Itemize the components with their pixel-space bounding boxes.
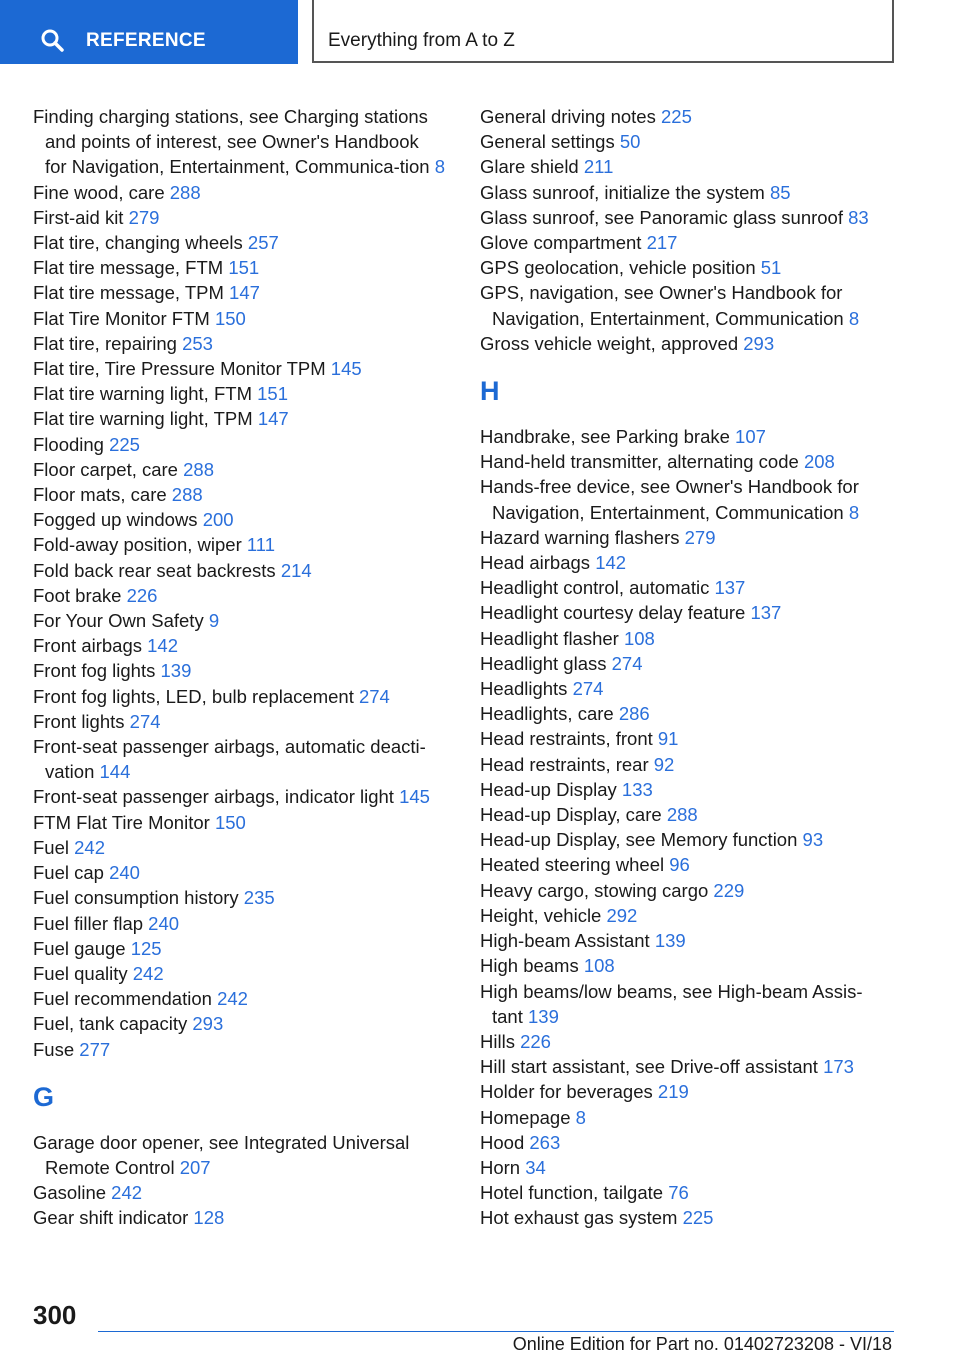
index-entry-text: Headlight glass: [480, 652, 607, 674]
index-entry: [480, 1155, 890, 1180]
index-entry: [480, 1205, 890, 1230]
index-entry: [33, 658, 445, 683]
index-entry-text: High beams/low beams, see High-beam Assis‐tant: [480, 980, 863, 1027]
page-link[interactable]: 83: [848, 206, 869, 228]
page-link[interactable]: 274: [572, 678, 604, 700]
index-entry: [480, 575, 890, 600]
page-link[interactable]: 240: [109, 862, 140, 884]
index-entry: [33, 356, 445, 381]
reference-tab[interactable]: [0, 0, 298, 64]
index-entry: [480, 230, 890, 255]
page-link[interactable]: 288: [183, 458, 214, 480]
index-entry-text: Gasoline: [33, 1182, 107, 1204]
index-entry-text: Flat tire, repairing: [33, 332, 177, 354]
index-entry: [33, 1037, 445, 1062]
page-link[interactable]: 96: [669, 854, 690, 876]
index-entry: [33, 180, 445, 205]
index-entry: [480, 129, 890, 154]
index-entry: [33, 558, 445, 583]
page-link[interactable]: 293: [743, 332, 775, 354]
index-column-left: [33, 104, 445, 1231]
index-entry-text: Glass sunroof, see Panoramic glass sunroof: [480, 206, 843, 228]
page-link[interactable]: 150: [214, 811, 246, 833]
index-entry: [33, 936, 445, 961]
page-link[interactable]: 93: [802, 829, 824, 851]
index-entry: [33, 583, 445, 608]
index-entry-text: Garage door opener, see Integrated Universal Remote Control: [33, 1131, 410, 1178]
index-entry: [480, 180, 890, 205]
index-entry-text: Headlights, care: [480, 703, 614, 725]
index-entry-text: Fuel cap: [33, 862, 104, 884]
index-entry: [480, 777, 890, 802]
index-entry: [480, 1079, 890, 1104]
page-link[interactable]: 139: [160, 660, 192, 682]
index-entry: [480, 1029, 890, 1054]
page-link[interactable]: 242: [111, 1182, 143, 1204]
index-entry: [480, 424, 890, 449]
index-entry-text: Headlight courtesy delay feature: [480, 602, 746, 624]
index-entry-text: Fuel: [33, 836, 69, 858]
page-link[interactable]: 279: [684, 526, 716, 548]
index-entry-text: Fuel quality: [33, 962, 128, 984]
page-link[interactable]: 108: [623, 627, 655, 649]
index-entry-text: Height, vehicle: [480, 904, 602, 926]
page-link[interactable]: 51: [760, 257, 782, 279]
index-entry-text: Fold back rear seat backrests: [33, 559, 276, 581]
index-entry: [33, 406, 445, 431]
page-link[interactable]: 145: [399, 786, 430, 808]
index-entry-text: Headlight flasher: [480, 627, 619, 649]
page-link[interactable]: 151: [228, 257, 260, 279]
index-entry-text: Front airbags: [33, 635, 142, 657]
index-entry-text: Flat tire message, FTM: [33, 257, 224, 279]
page-link[interactable]: 225: [682, 1207, 714, 1229]
page-link[interactable]: 225: [661, 106, 692, 127]
index-entry: [33, 608, 445, 633]
page-link[interactable]: 147: [229, 282, 260, 304]
index-entry-text: Fuel, tank capacity: [33, 1013, 188, 1035]
index-entry: [480, 1130, 890, 1155]
page-link[interactable]: 139: [654, 930, 686, 952]
index-entry: [480, 928, 890, 953]
index-entry-text: Fuel recommendation: [33, 988, 212, 1010]
page-link[interactable]: 9: [208, 610, 220, 632]
page-link[interactable]: 226: [126, 584, 158, 606]
index-entry-text: Foot brake: [33, 584, 122, 606]
page-link[interactable]: 139: [528, 1005, 559, 1027]
page-link[interactable]: 91: [657, 728, 679, 750]
page-link[interactable]: 235: [243, 887, 275, 909]
page-link[interactable]: 145: [330, 358, 362, 380]
index-entry-text: Flat Tire Monitor FTM: [33, 307, 210, 329]
index-entry-text: Flat tire warning light, FTM: [33, 383, 252, 405]
index-entry-text: Head airbags: [480, 552, 591, 574]
page-link[interactable]: 274: [129, 710, 161, 732]
index-list-f: [33, 104, 445, 1062]
index-entry-text: GPS, navigation, see Owner's Handbook for Navigation, Entertainment, Communication: [480, 282, 844, 329]
page-link[interactable]: 92: [653, 753, 675, 775]
page-link[interactable]: 107: [735, 426, 766, 448]
page-link[interactable]: 142: [595, 552, 627, 574]
page-link[interactable]: 279: [128, 206, 160, 228]
index-entry: [33, 885, 445, 910]
page-link[interactable]: 219: [657, 1081, 689, 1103]
index-entry-text: Hotel function, tailgate: [480, 1182, 664, 1204]
page-link[interactable]: 111: [246, 534, 275, 556]
page-link[interactable]: 147: [257, 408, 289, 430]
index-entry: [33, 306, 445, 331]
index-entry-text: Homepage: [480, 1106, 571, 1128]
index-entry: [480, 752, 890, 777]
index-entry: [33, 230, 445, 255]
page-link[interactable]: 133: [621, 778, 653, 800]
page-link[interactable]: 242: [132, 962, 164, 984]
index-entry: [480, 903, 890, 928]
index-entry-text: Hot exhaust gas system: [480, 1207, 678, 1229]
index-entry: [33, 1205, 445, 1230]
section-label: REFERENCE: [86, 30, 206, 51]
index-entry: [33, 1130, 445, 1180]
index-entry: [33, 784, 445, 809]
index-entry: [33, 381, 445, 406]
index-entry: [480, 449, 890, 474]
index-entry: [480, 878, 890, 903]
index-entry: [480, 953, 890, 978]
index-entry: [480, 626, 890, 651]
index-entry-text: First-aid kit: [33, 206, 124, 228]
page-link[interactable]: 229: [713, 879, 745, 901]
index-entry: [33, 684, 445, 709]
index-list-g-continued: [480, 104, 890, 356]
index-entry: [33, 986, 445, 1011]
index-entry-text: Glass sunroof, initialize the system: [480, 181, 765, 203]
page-link[interactable]: 288: [666, 804, 698, 826]
index-entry: [480, 701, 890, 726]
page-link[interactable]: 128: [193, 1207, 225, 1229]
index-entry-text: For Your Own Safety: [33, 610, 204, 632]
page-link[interactable]: 286: [618, 703, 650, 725]
index-entry: [480, 255, 890, 280]
index-entry: [33, 1180, 445, 1205]
index-entry-text: Hand-held transmitter, alternating code: [480, 451, 799, 473]
index-entry-text: Floor mats, care: [33, 484, 167, 506]
index-entry-text: Fuel gauge: [33, 937, 126, 959]
index-entry-text: High beams: [480, 955, 579, 977]
page-link[interactable]: 125: [130, 937, 162, 959]
page-link[interactable]: 257: [247, 232, 279, 254]
index-entry: [480, 104, 890, 129]
page-link[interactable]: 292: [606, 904, 638, 926]
page-link[interactable]: 263: [529, 1131, 561, 1153]
page-link[interactable]: 225: [109, 433, 140, 455]
index-entry: [33, 835, 445, 860]
index-entry-text: Flat tire message, TPM: [33, 282, 224, 304]
index-entry-text: High-beam Assistant: [480, 930, 650, 952]
index-entry: [33, 961, 445, 986]
index-entry: [33, 532, 445, 557]
page-link[interactable]: 8: [848, 307, 860, 329]
index-entry: [480, 205, 890, 230]
index-entry-text: Handbrake, see Parking brake: [480, 426, 730, 448]
footer-divider: [98, 1331, 894, 1332]
index-entry-text: Fuel consumption history: [33, 887, 239, 909]
index-entry-text: Flat tire, changing wheels: [33, 232, 243, 254]
index-entry: [33, 205, 445, 230]
index-entry-text: Flooding: [33, 433, 104, 455]
index-entry: [33, 734, 445, 784]
index-entry-text: Flat tire, Tire Pressure Monitor TPM: [33, 358, 326, 380]
index-entry-text: Glare shield: [480, 156, 579, 178]
index-entry: [480, 852, 890, 877]
page-link[interactable]: 288: [171, 484, 203, 506]
page-link[interactable]: 34: [525, 1156, 546, 1178]
index-entry: [480, 726, 890, 751]
page-link[interactable]: 173: [823, 1056, 854, 1078]
index-entry: [480, 676, 890, 701]
index-entry: [480, 474, 890, 524]
index-entry-text: Head restraints, front: [480, 728, 653, 750]
index-entry: [33, 810, 445, 835]
index-entry-text: Front-seat passenger airbags, indicator light: [33, 786, 394, 808]
index-entry-text: Front lights: [33, 710, 125, 732]
page-link[interactable]: 50: [619, 131, 641, 153]
page-link[interactable]: 85: [769, 181, 791, 203]
index-entry-text: Finding charging stations, see Charging stations and points of interest, see Owner's Handbook for Navigation, Entertainment, Communica‐tion: [33, 106, 430, 178]
index-entry: [480, 600, 890, 625]
index-entry-text: Front-seat passenger airbags, automatic deacti‐vation: [33, 736, 426, 783]
search-icon: [40, 28, 64, 52]
page-link[interactable]: 8: [434, 156, 445, 178]
page-link[interactable]: 8: [848, 501, 860, 523]
index-entry-text: Head-up Display: [480, 778, 617, 800]
page-link[interactable]: 137: [714, 577, 746, 599]
page-link[interactable]: 274: [358, 685, 390, 707]
index-entry: [480, 280, 890, 330]
index-entry: [33, 507, 445, 532]
page-link[interactable]: 293: [192, 1013, 224, 1035]
page-link[interactable]: 144: [99, 761, 131, 783]
index-entry: [33, 280, 445, 305]
index-entry: [33, 911, 445, 936]
index-entry-text: Fogged up windows: [33, 509, 198, 531]
page-link[interactable]: 253: [182, 332, 213, 354]
index-entry: [33, 457, 445, 482]
page-link[interactable]: 151: [257, 383, 288, 405]
index-entry-text: Hands-free device, see Owner's Handbook for Navigation, Entertainment, Communication: [480, 476, 859, 523]
index-entry: [480, 827, 890, 852]
index-entry-text: Hills: [480, 1030, 515, 1052]
index-entry: [33, 104, 445, 180]
index-entry-text: Floor carpet, care: [33, 458, 178, 480]
index-entry-text: Fold-away position, wiper: [33, 534, 242, 556]
index-entry: [33, 331, 445, 356]
index-entry-text: GPS geolocation, vehicle position: [480, 257, 756, 279]
index-entry-text: Heavy cargo, stowing cargo: [480, 879, 709, 901]
page-link[interactable]: 207: [179, 1156, 211, 1178]
index-entry: [480, 550, 890, 575]
index-entry: [480, 651, 890, 676]
index-entry: [480, 525, 890, 550]
index-list-h: [480, 424, 890, 1231]
index-entry-text: Fuel filler flap: [33, 912, 144, 934]
page-link[interactable]: 108: [583, 955, 615, 977]
index-entry-text: Hill start assistant, see Drive-off assistant: [480, 1056, 818, 1078]
index-entry-text: Hood: [480, 1131, 525, 1153]
index-entry: [33, 1011, 445, 1036]
page-link[interactable]: 277: [79, 1038, 111, 1060]
index-entry-text: Head-up Display, see Memory function: [480, 829, 798, 851]
page-link[interactable]: 217: [646, 232, 678, 254]
index-entry-text: Fuse: [33, 1038, 75, 1060]
index-entry-text: General settings: [480, 131, 615, 153]
page-link[interactable]: 240: [148, 912, 180, 934]
page-link[interactable]: 226: [520, 1030, 551, 1052]
index-entry-text: Holder for beverages: [480, 1081, 653, 1103]
index-entry: [33, 255, 445, 280]
page-link[interactable]: 214: [280, 559, 312, 581]
index-list-g: [33, 1130, 445, 1231]
index-entry: [33, 432, 445, 457]
page-link[interactable]: 208: [803, 451, 835, 473]
letter-heading-h: H: [480, 376, 500, 407]
index-entry-text: Heated steering wheel: [480, 854, 665, 876]
index-entry-text: Front fog lights: [33, 660, 156, 682]
subsection-label: Everything from A to Z: [328, 30, 515, 51]
index-entry: [480, 802, 890, 827]
index-entry-text: Head restraints, rear: [480, 753, 649, 775]
index-entry-text: Headlights: [480, 678, 568, 700]
index-entry-text: Fine wood, care: [33, 181, 165, 203]
page-link[interactable]: 274: [611, 652, 643, 674]
index-entry-text: Front fog lights, LED, bulb replacement: [33, 685, 354, 707]
subsection-tab: [312, 0, 894, 63]
index-entry: [480, 1054, 890, 1079]
page-link[interactable]: 142: [147, 635, 179, 657]
index-entry: [33, 860, 445, 885]
page-link[interactable]: 242: [74, 836, 106, 858]
index-entry-text: Gear shift indicator: [33, 1207, 189, 1229]
index-entry: [480, 1105, 890, 1130]
index-entry-text: Headlight control, automatic: [480, 577, 710, 599]
index-entry-text: Glove compartment: [480, 232, 642, 254]
page-link[interactable]: 288: [169, 181, 201, 203]
edition-note: Online Edition for Part no. 01402723208 - VI/18: [512, 1334, 892, 1354]
page-link[interactable]: 242: [217, 988, 248, 1010]
index-entry: [480, 331, 890, 356]
index-entry-text: Flat tire warning light, TPM: [33, 408, 253, 430]
index-entry: [33, 709, 445, 734]
page-link[interactable]: 200: [202, 509, 234, 531]
index-entry: [480, 1180, 890, 1205]
index-entry-text: Head-up Display, care: [480, 804, 662, 826]
index-entry-text: FTM Flat Tire Monitor: [33, 811, 210, 833]
index-entry-text: Horn: [480, 1156, 521, 1178]
page-link[interactable]: 137: [750, 602, 782, 624]
letter-heading-g: G: [33, 1081, 55, 1112]
index-entry: [33, 482, 445, 507]
page-number: 300: [33, 1300, 77, 1330]
page-link[interactable]: 211: [583, 156, 614, 178]
page-link[interactable]: 150: [214, 307, 246, 329]
index-entry: [480, 154, 890, 179]
index-entry-text: Gross vehicle weight, approved: [480, 332, 739, 354]
page-link[interactable]: 8: [575, 1106, 586, 1128]
index-entry: [480, 979, 890, 1029]
index-entry-text: Hazard warning flashers: [480, 526, 680, 548]
index-column-right: [480, 104, 890, 1231]
index-entry-text: General driving notes: [480, 106, 656, 127]
page-link[interactable]: 76: [668, 1182, 689, 1204]
index-entry: [33, 633, 445, 658]
